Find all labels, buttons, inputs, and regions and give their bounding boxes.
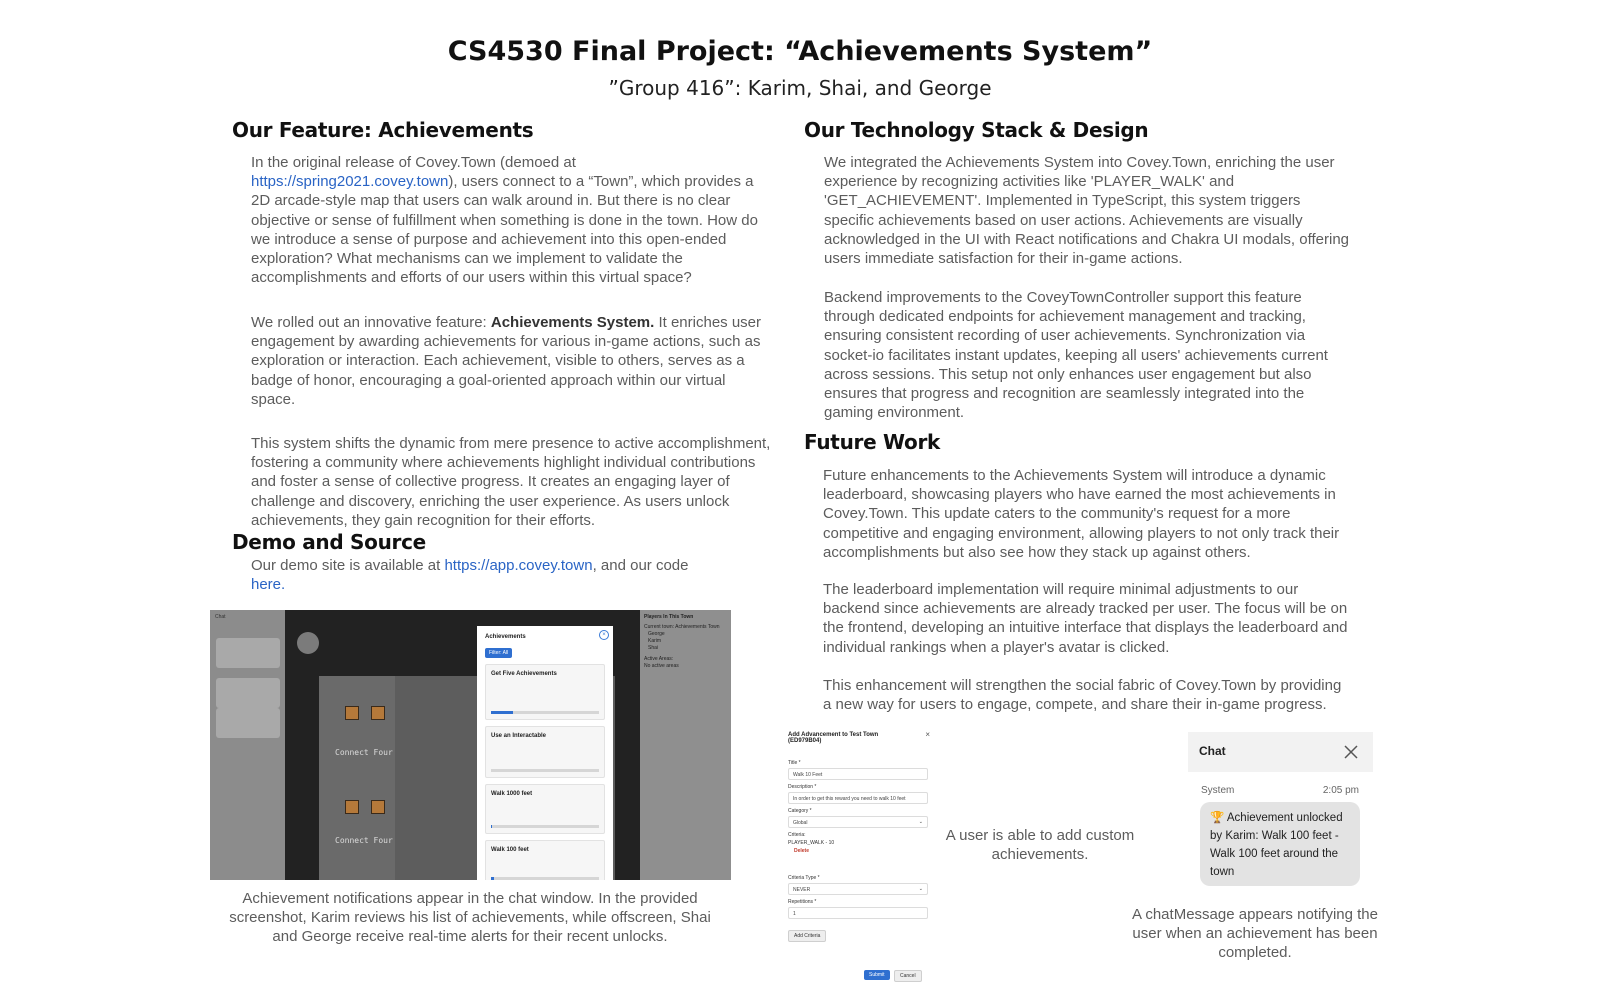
feature-p2-bold: Achievements System. [490, 314, 655, 331]
achievement-card [485, 784, 605, 834]
feature-p1-text: In the original release of Covey.Town (demoed at [251, 154, 576, 171]
submit-button[interactable]: Submit [864, 970, 890, 980]
future-heading: Future Work [804, 430, 941, 454]
screenshot-caption: Achievement notifications appear in the chat window. In the provided screenshot, Karim reviews his list of achievements, while offscreen, Shai and George receive real-time alerts for their recent unlocks. [229, 890, 711, 945]
poster-subtitle: ”Group 416”: Karim, Shai, and George [608, 76, 992, 100]
achievements-modal [477, 626, 613, 880]
screenshot-chat-label: Chat [215, 614, 226, 620]
criteria-type-value: NEVER [793, 887, 811, 893]
screenshot-chat-note [216, 708, 280, 738]
code-link[interactable]: here. [251, 576, 286, 594]
future-paragraph-2: The leaderboard implementation will require minimal adjustments to our backend since achievements are already tracked per user. The focus will be on the frontend, developing an intuitive interface that displays the leaderboard and individual rankings when a player's avatar is clicked. [823, 581, 1348, 656]
repetitions-label: Repetitions * [788, 899, 817, 905]
progress-fill [491, 711, 513, 714]
achievements-screenshot [210, 610, 731, 880]
chair-icon [345, 800, 359, 814]
demo-heading: Demo and Source [232, 530, 426, 554]
category-select[interactable] [788, 816, 928, 828]
feature-paragraph-2 [251, 313, 771, 409]
chat-header [1188, 732, 1373, 772]
chair-icon [371, 800, 385, 814]
feature-paragraph-3: This system shifts the dynamic from mere presence to active accomplishment, fostering a community where achievements highlight individual contributions and foster a sense of collective progress. It creates an engaging layer of challenge and discovery, enriching the user experience. As users unlock achievements, they gain recognition for their efforts. [251, 435, 771, 529]
criteria-value: PLAYER_WALK - 10 [788, 840, 835, 846]
filter-button[interactable]: Filter: All [485, 648, 512, 658]
chat-sender: System [1201, 785, 1235, 796]
screenshot-chat-note [216, 638, 280, 668]
description-input[interactable]: In order to get this reward you need to walk 10 feet [788, 792, 928, 804]
chair-icon [371, 706, 385, 720]
progress-bar [491, 769, 599, 772]
spring2021-link[interactable]: https://spring2021.covey.town [251, 173, 449, 191]
criteria-type-select[interactable] [788, 883, 928, 895]
connect-four-label: Connect Four [335, 748, 393, 757]
active-areas: Active Areas: [644, 656, 674, 662]
add-achievement-form [782, 730, 932, 985]
achievement-card [485, 664, 605, 720]
achievement-card-title: Get Five Achievements [491, 671, 557, 677]
category-value: Global [793, 820, 808, 826]
tech-paragraph-2: Backend improvements to the CoveyTownController support this feature through dedicated endpoints for achievement management and tracking, ensuring consistent recording of user achievements. Synchronization via socket-io facilitates instant updates, keeping all users' achievements current across sessions. This setup not only enhances user engagement but also ensures that progress and recognition are seamlessly integrated into the gaming environment. [824, 289, 1328, 422]
add-criteria-button[interactable]: Add Criteria [788, 930, 826, 942]
chat-time: 2:05 pm [1322, 785, 1359, 796]
connect-four-label: Connect Four [335, 836, 393, 845]
player-name: George [648, 631, 665, 637]
feature-p2-text: We rolled out an innovative feature: [251, 314, 491, 331]
demo-paragraph [251, 556, 721, 594]
category-label: Category * [788, 808, 812, 814]
title-label: Title * [788, 760, 801, 766]
progress-bar [491, 825, 599, 828]
description-label: Description * [788, 784, 817, 790]
delete-criteria-button[interactable]: Delete [794, 848, 810, 854]
player-name: Karim [648, 638, 662, 644]
screenshot-chat-pane [210, 610, 285, 880]
tech-heading: Our Technology Stack & Design [804, 118, 1149, 142]
demo-text-middle: , and our code [592, 557, 689, 574]
chat-caption: A chatMessage appears notifying the user when an achievement has been completed. [1132, 906, 1378, 961]
current-town: Current town: Achievements Town [644, 624, 720, 630]
player-name: Shai [648, 645, 659, 651]
progress-bar [491, 711, 599, 714]
feature-p2-text-after: It enriches user engagement by awarding achievements for various in-game actions, such as exploration or interaction. Each achievement, visible to others, serves as a badge of honor, encouraging a goal-oriented approach within our virtual space. [251, 314, 762, 408]
modal-title: Achievements [485, 634, 526, 640]
screenshot-chat-note [216, 678, 280, 708]
demo-text: Our demo site is available at [251, 557, 445, 574]
chat-title: Chat [1199, 744, 1226, 758]
chat-window [1188, 732, 1373, 884]
title-input[interactable]: Walk 10 Feet [788, 768, 928, 780]
future-paragraph-3: This enhancement will strengthen the social fabric of Covey.Town by providing a new way for users to engage, compete, and share their in-game progress. [823, 677, 1342, 714]
screenshot-game-map [285, 610, 640, 880]
chat-message: 🏆 Achievement unlocked by Karim: Walk 100 feet - Walk 100 feet around the town [1200, 802, 1360, 886]
achievement-card-title: Walk 100 feet [491, 847, 529, 853]
achievement-card-title: Use an Interactable [491, 733, 547, 739]
players-panel [640, 610, 731, 880]
close-icon[interactable] [1343, 744, 1359, 760]
achievement-card-title: Walk 1000 feet [491, 791, 533, 797]
achievement-card [485, 726, 605, 778]
demo-site-link[interactable]: https://app.covey.town [444, 557, 593, 574]
form-title: Add Advancement to Test Town (ED979B04) [788, 732, 879, 744]
feature-paragraph-1 [251, 153, 771, 287]
chevron-down-icon: ⌄ [918, 886, 923, 892]
criteria-type-label: Criteria Type * [788, 875, 820, 881]
progress-fill [491, 877, 494, 880]
future-paragraph-1: Future enhancements to the Achievements System will introduce a dynamic leaderboard, showcasing players who have earned the most achievements in Covey.Town. This update caters to the community's request for a more competitive and engaging environment, allowing players to not only track their accomplishments but also see how they stack up against others. [823, 467, 1340, 561]
poster-title: CS4530 Final Project: “Achievements System” [447, 36, 1153, 67]
no-active-areas: No active areas [644, 663, 679, 669]
feature-p1-text-after: ), users connect to a “Town”, which provides a 2D arcade-style map that users can walk around in. But there is no clear objective or sense of fulfillment when something is done in the town. How do we introduce a sense of purpose and achievement into this open-ended exploration? What mechanisms can we implement to validate the accomplishments and efforts of our users within this virtual space? [251, 173, 758, 287]
tech-paragraph-1: We integrated the Achievements System into Covey.Town, enriching the user experience by recognizing activities like 'PLAYER_WALK' and 'GET_ACHIEVEMENT'. Implemented in TypeScript, this system triggers specific achievements based on user actions. Achievements are visually acknowledged in the UI with React notifications and Chakra UI modals, offering users immediate satisfaction for their in-game actions. [824, 154, 1350, 268]
feature-heading: Our Feature: Achievements [232, 118, 534, 142]
chair-icon [345, 706, 359, 720]
close-icon[interactable]: × [599, 630, 609, 640]
avatar-icon [297, 632, 319, 654]
progress-bar [491, 877, 599, 880]
form-caption: A user is able to add custom achievements. [945, 827, 1135, 863]
criteria-label: Criteria: [788, 832, 806, 838]
repetitions-input[interactable]: 1 [788, 907, 928, 919]
chevron-down-icon: ⌄ [918, 819, 923, 825]
achievement-card [485, 840, 605, 880]
cancel-button[interactable]: Cancel [894, 970, 922, 982]
players-title: Players In This Town [644, 614, 694, 620]
close-icon[interactable]: × [925, 730, 930, 739]
